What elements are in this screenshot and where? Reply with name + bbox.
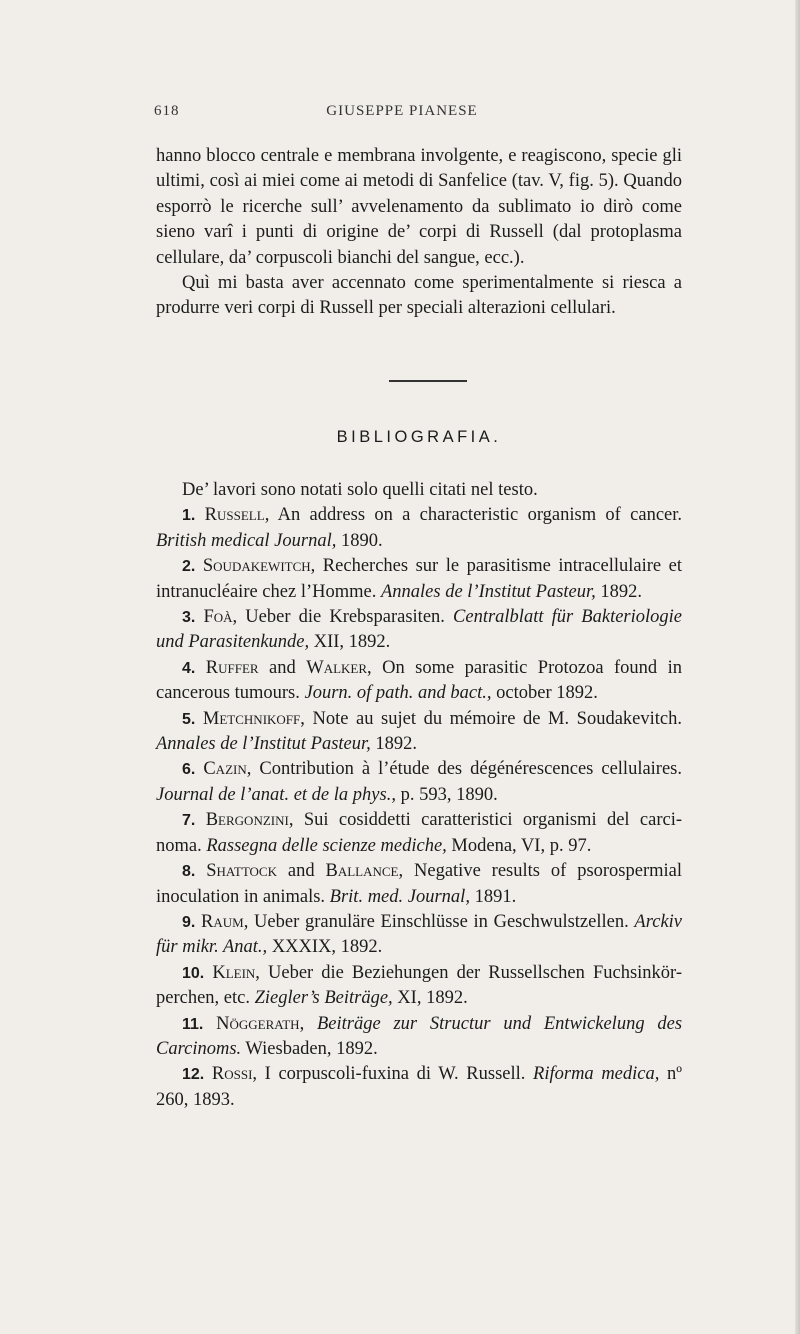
reference-item: [156, 503, 682, 554]
page-edge-shadow: [795, 0, 800, 1334]
reference-author: Russell: [204, 505, 265, 526]
reference-item: [156, 554, 682, 605]
reference-details: p. 593, 1890.: [395, 784, 498, 805]
body-text: [156, 144, 682, 322]
reference-title: , Ueber granuläre Einschlüsse in Geschwulstzellen.: [243, 911, 635, 932]
reference-details: october 1892.: [491, 683, 598, 704]
page-number: 618: [154, 103, 180, 119]
reference-details: 1892.: [595, 581, 643, 602]
reference-item: [156, 757, 682, 808]
reference-item: [156, 808, 682, 859]
reference-number: 11.: [182, 1015, 204, 1033]
reference-journal: Annales de l’Institut Pasteur,: [156, 734, 371, 755]
reference-journal: Beiträge zur Structur und Entwickelung des Carcinoms.: [156, 1013, 683, 1059]
reference-details: XI, 1892.: [392, 988, 468, 1009]
reference-author: Shattock: [206, 861, 277, 882]
reference-author: Klein: [212, 962, 256, 983]
reference-journal: Journ. of path. and bact.,: [304, 683, 492, 704]
reference-journal: Brit. med. Journal,: [329, 886, 470, 907]
reference-item: [156, 961, 682, 1012]
reference-author: Rossi: [211, 1064, 253, 1085]
reference-item: [156, 707, 682, 758]
reference-author: Soudakewitch: [202, 556, 311, 577]
page-header: [139, 103, 665, 125]
reference-number: 5.: [182, 710, 196, 728]
reference-details: nº 260, 1893.: [156, 1064, 682, 1110]
reference-details: 1890.: [336, 530, 383, 551]
reference-details: XXXIX, 1892.: [267, 937, 383, 958]
reference-number: 3.: [182, 609, 196, 627]
reference-number: 1.: [182, 507, 196, 525]
reference-number: 6.: [182, 761, 196, 779]
reference-details: Wiesbaden, 1892.: [241, 1038, 378, 1059]
reference-author: Ruffer: [205, 657, 259, 678]
reference-journal: Annales de l’Institut Pasteur,: [380, 581, 596, 602]
reference-journal: Centralblatt für Bakteriologie und Parasitenkunde,: [156, 607, 683, 653]
reference-number: 12.: [182, 1066, 205, 1084]
reference-details: Modena, VI, p. 97.: [446, 835, 592, 856]
reference-journal: Riforma medica,: [533, 1064, 660, 1085]
reference-title: , Ueber die Beziehungen der Russellschen Fuchsinkör- perchen, etc.: [156, 962, 682, 1009]
reference-item: [156, 656, 682, 707]
reference-item: [156, 1012, 682, 1063]
reference-number: 9.: [182, 913, 196, 931]
reference-number: 2.: [182, 558, 196, 576]
reference-title: , Contribution à l’étude des dégénérescences cellulaires.: [246, 759, 683, 780]
section-divider: [389, 380, 467, 382]
reference-number: 8.: [182, 863, 196, 881]
reference-title: , I corpuscoli-fuxina di W. Russell.: [252, 1064, 534, 1085]
reference-author: Bergonzini: [205, 810, 289, 831]
reference-title: , An address on a characteristic organism of cancer.: [264, 505, 683, 526]
bibliography-list: [156, 478, 682, 1113]
reference-title: , Negative results of psorospermial inoculation in animals.: [156, 861, 683, 907]
reference-author: Walker: [306, 657, 368, 678]
reference-author: Raum: [201, 911, 244, 932]
reference-journal: British medical Journal,: [156, 530, 337, 551]
reference-details: 1892.: [370, 734, 418, 755]
reference-details: XII, 1892.: [309, 632, 391, 653]
reference-title: , Note au sujet du mémoire de M. Soudakevitch.: [300, 708, 682, 729]
paragraph: hanno blocco centrale e membrana involgente, e reagiscono, specie gli ultimi, così ai miei come ai metodi di Sanfelice (tav. V, fig. 5). Quando esporrò le ricerche sull’ avvelenamento da sublimato io dirò come sieno varî i punti di origine de’ corpi di Russell (dal protoplasma cellulare, da’ corpuscoli bianchi del sangue, ecc.).: [156, 146, 682, 268]
reference-author: Metchnikoff: [202, 708, 301, 729]
reference-details: 1891.: [469, 886, 517, 907]
reference-item: [156, 910, 682, 961]
reference-conjunction: and: [276, 861, 326, 882]
reference-journal: Journal de l’anat. et de la phys.,: [156, 784, 396, 805]
reference-title: , Sui cosiddetti caratteristici organismi del carci- noma.: [156, 810, 683, 856]
reference-conjunction: and: [258, 657, 307, 678]
running-head: GIUSEPPE PIANESE: [326, 103, 478, 119]
reference-author: Ballance: [325, 861, 399, 882]
bibliography-heading: BIBLIOGRAFIA.: [336, 428, 502, 446]
reference-title: , Ueber die Krebsparasiten.: [232, 607, 454, 628]
reference-item: [156, 1062, 682, 1113]
reference-separator: ,: [299, 1013, 317, 1034]
reference-title: , On some parasitic Protozoa found in cancerous tumours.: [156, 657, 683, 704]
reference-journal: Rassegna delle scienze mediche,: [206, 835, 447, 856]
reference-title: , Recherches sur le parasitisme intracellulaire et intranucléaire chez l’Homme.: [156, 556, 682, 602]
reference-item: [156, 605, 682, 656]
bibliography-intro: De’ lavori sono notati solo quelli citati nel testo.: [182, 480, 538, 500]
reference-number: 7.: [182, 812, 196, 830]
reference-number: 10.: [182, 964, 205, 982]
reference-number: 4.: [182, 659, 196, 677]
reference-author: Foà: [203, 607, 233, 628]
reference-author: Cazin: [203, 759, 247, 780]
reference-journal: Arckiv für mikr. Anat.,: [156, 911, 683, 958]
reference-item: [156, 859, 682, 910]
reference-journal: Ziegler’s Beiträge,: [254, 988, 393, 1009]
paragraph: Quì mi basta aver accennato come sperimentalmente si riesca a produrre veri corpi di Russell per speciali alterazioni cellulari.: [156, 273, 682, 319]
reference-author: Nöggerath: [216, 1013, 300, 1034]
